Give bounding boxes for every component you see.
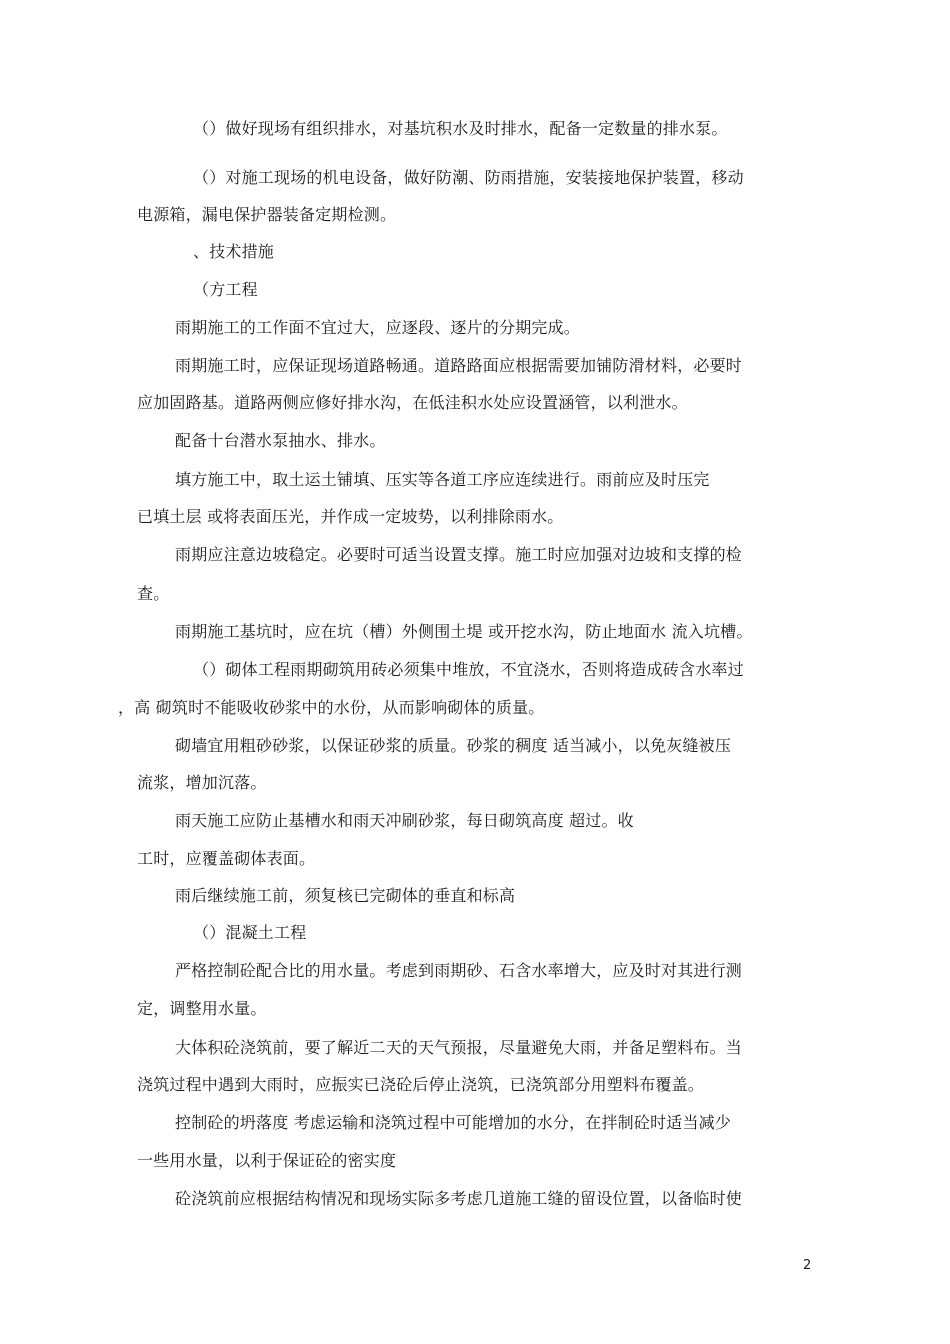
subsection-heading: （方工程 (193, 280, 258, 299)
text-line: 电源箱，漏电保护器装备定期检测。 (137, 205, 397, 224)
text-line: 应加固路基。道路两侧应修好排水沟，在低洼积水处应设置涵管，以利泄水。 (137, 393, 688, 412)
subsection-heading: （）混凝土工程 (193, 923, 307, 942)
text-line: 砼浇筑前应根据结构情况和现场实际多考虑几道施工缝的留设位置，以备临时使 (175, 1189, 743, 1208)
text-line: 雨期施工时，应保证现场道路畅通。道路路面应根据需要加铺防滑材料，必要时 (175, 356, 743, 375)
text-line: 定，调整用水量。 (137, 999, 267, 1018)
text-line: 雨期施工的工作面不宜过大，应逐段、逐片的分期完成。 (175, 318, 581, 337)
text-line: 浇筑过程中遇到大雨时，应振实已浇砼后停止浇筑，已浇筑部分用塑料布覆盖。 (137, 1075, 705, 1094)
text-line: （）对施工现场的机电设备，做好防潮、防雨措施，安装接地保护装置，移动 (193, 168, 744, 187)
text-line: （）做好现场有组织排水，对基坑积水及时排水，配备一定数量的排水泵。 (193, 119, 728, 138)
text-line: ，高 砌筑时不能吸收砂浆中的水份，从而影响砌体的质量。 (118, 698, 545, 717)
text-line: 查。 (137, 584, 170, 603)
text-line: （）砌体工程雨期砌筑用砖必须集中堆放，不宜浇水，否则将造成砖含水率过 (193, 660, 744, 679)
text-line: 一些用水量，以利于保证砼的密实度 (137, 1151, 397, 1170)
section-heading: 、技术措施 (193, 242, 275, 261)
text-line: 大体积砼浇筑前，要了解近二天的天气预报，尽量避免大雨，并备足塑料布。当 (175, 1038, 743, 1057)
text-line: 严格控制砼配合比的用水量。考虑到雨期砂、石含水率增大，应及时对其进行测 (175, 961, 743, 980)
text-line: 雨期应注意边坡稳定。必要时可适当设置支撑。施工时应加强对边坡和支撑的检 (175, 545, 743, 564)
text-line: 填方施工中，取土运土铺填、压实等各道工序应连续进行。雨前应及时压完 (175, 470, 710, 489)
text-line: 雨天施工应防止基槽水和雨天冲刷砂浆，每日砌筑高度 超过。收 (175, 811, 634, 830)
page-number: 2 (803, 1258, 812, 1273)
text-line: 工时，应覆盖砌体表面。 (137, 849, 316, 868)
text-line: 流浆，增加沉落。 (137, 773, 267, 792)
text-line: 配备十台潜水泵抽水、排水。 (175, 431, 386, 450)
text-line: 雨后继续施工前，须复核已完砌体的垂直和标高 (175, 886, 516, 905)
text-line: 控制砼的坍落度 考虑运输和浇筑过程中可能增加的水分，在拌制砼时适当减少 (175, 1113, 732, 1132)
text-line: 雨期施工基坑时，应在坑（槽）外侧围土堤 或开挖水沟，防止地面水 流入坑槽。 (175, 622, 753, 641)
text-line: 已填土层 或将表面压光，并作成一定坡势，以利排除雨水。 (137, 507, 564, 526)
text-line: 砌墙宜用粗砂砂浆，以保证砂浆的质量。砂浆的稠度 适当减小，以免灰缝被压 (175, 736, 732, 755)
